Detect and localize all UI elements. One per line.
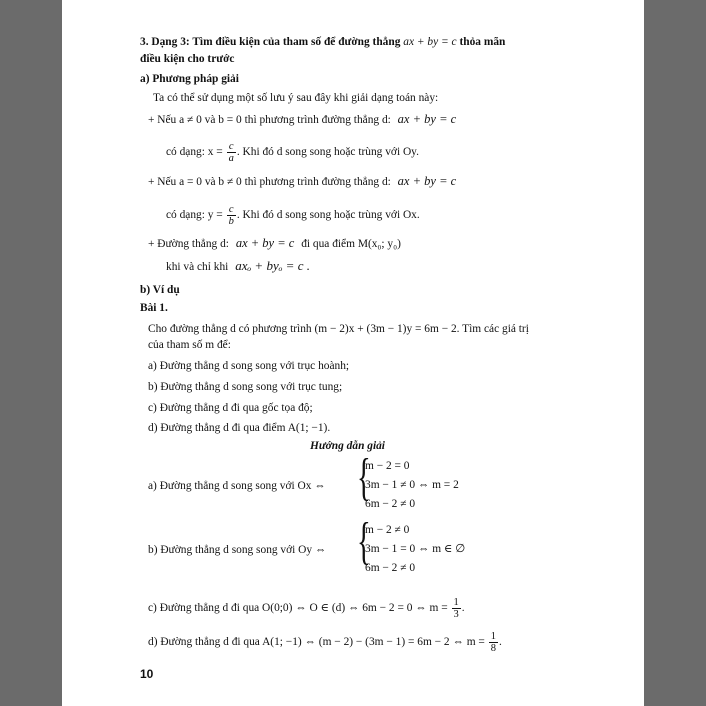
note1-form: có dạng: x = $\frac{c}{a}$ . Khi đó d song song hoặc trùng với Oy.	[166, 141, 419, 164]
page-number: 10	[140, 667, 154, 681]
section-title: 3. Dạng 3: Tìm điều kiện của tham số để đường thẳng ax + by = c thỏa mãn	[140, 36, 506, 48]
solution-b-system	[365, 521, 465, 578]
right-dark-border	[644, 0, 706, 706]
part-a-heading: a) Phương pháp giải	[140, 73, 239, 85]
question-b: b) Đường thẳng d song song với trục tung;	[148, 381, 343, 393]
note2-line: + Nếu a = 0 và b ≠ 0 thì phương trình đường thẳng d: ax + by = c	[148, 174, 457, 188]
note2-fraction: $\frac{c}{b}$	[228, 204, 234, 227]
solution-a-system	[365, 457, 459, 514]
solution-d: d) Đường thẳng d đi qua A(1; −1) ⇔ (m − 2) − (3m − 1) = 6m − 2 ⇔ m = $\frac{1}{8}$ .	[148, 631, 502, 654]
note2-form: có dạng: y = $\frac{c}{b}$ . Khi đó d song song hoặc trùng với Ox.	[166, 204, 420, 227]
document-page	[62, 0, 644, 706]
solution-c: c) Đường thẳng d đi qua O(0;0) ⇔ O ∈ (d) ⇔ 6m − 2 = 0 ⇔ m = $\frac{1}{3}$ .	[148, 597, 465, 620]
note1-line: + Nếu a ≠ 0 và b = 0 thì phương trình đường thẳng d: ax + by = c	[148, 112, 457, 126]
note3-line: + Đường thẳng d: ax + by = c đi qua điểm M(x₀; y₀)	[148, 236, 401, 250]
question-a: a) Đường thẳng d song song với trục hoành;	[148, 360, 350, 372]
question-d: d) Đường thẳng d đi qua điểm A(1; −1).	[148, 422, 331, 434]
solution-a-row2: 3m − 1 ≠ 0 ⇔ m = 2	[365, 479, 459, 491]
guide-heading: Hướng dẫn giải	[310, 440, 385, 452]
example-heading: Bài 1.	[140, 302, 168, 314]
solution-b-row3: 6m − 2 ≠ 0	[365, 562, 416, 574]
note1-fraction: $\frac{c}{a}$	[228, 141, 234, 164]
solution-d-fraction: $\frac{1}{8}$	[490, 631, 496, 654]
solution-b-brace: {	[357, 513, 371, 570]
part-b-heading: b) Ví dụ	[140, 284, 180, 296]
section-title-line2: điều kiện cho trước	[140, 53, 235, 65]
intro-text: Ta có thể sử dụng một số lưu ý sau đây khi giải dạng toán này:	[153, 92, 439, 104]
solution-b-row2: 3m − 1 = 0 ⇔ m ∈ ∅	[365, 543, 466, 555]
problem-line1: Cho đường thẳng d có phương trình (m − 2)x + (3m − 1)y = 6m − 2. Tìm các giá trị	[148, 323, 529, 335]
solution-c-fraction: $\frac{1}{3}$	[453, 597, 459, 620]
solution-a-row3: 6m − 2 ≠ 0	[365, 498, 416, 510]
problem-line2: của tham số m để:	[148, 339, 231, 351]
solution-b-row1: m − 2 ≠ 0	[365, 524, 410, 536]
solution-a-prefix: a) Đường thẳng d song song với Ox ⇔	[148, 480, 326, 492]
solution-a-row1: m − 2 = 0	[365, 460, 410, 472]
question-c: c) Đường thẳng d đi qua gốc tọa độ;	[148, 402, 313, 414]
solution-b-prefix: b) Đường thẳng d song song với Oy ⇔	[148, 544, 327, 556]
note3-condition: khi và chỉ khi axₒ + byₒ = c .	[166, 258, 310, 273]
left-dark-border	[0, 0, 62, 706]
solution-a-brace: {	[357, 449, 371, 506]
